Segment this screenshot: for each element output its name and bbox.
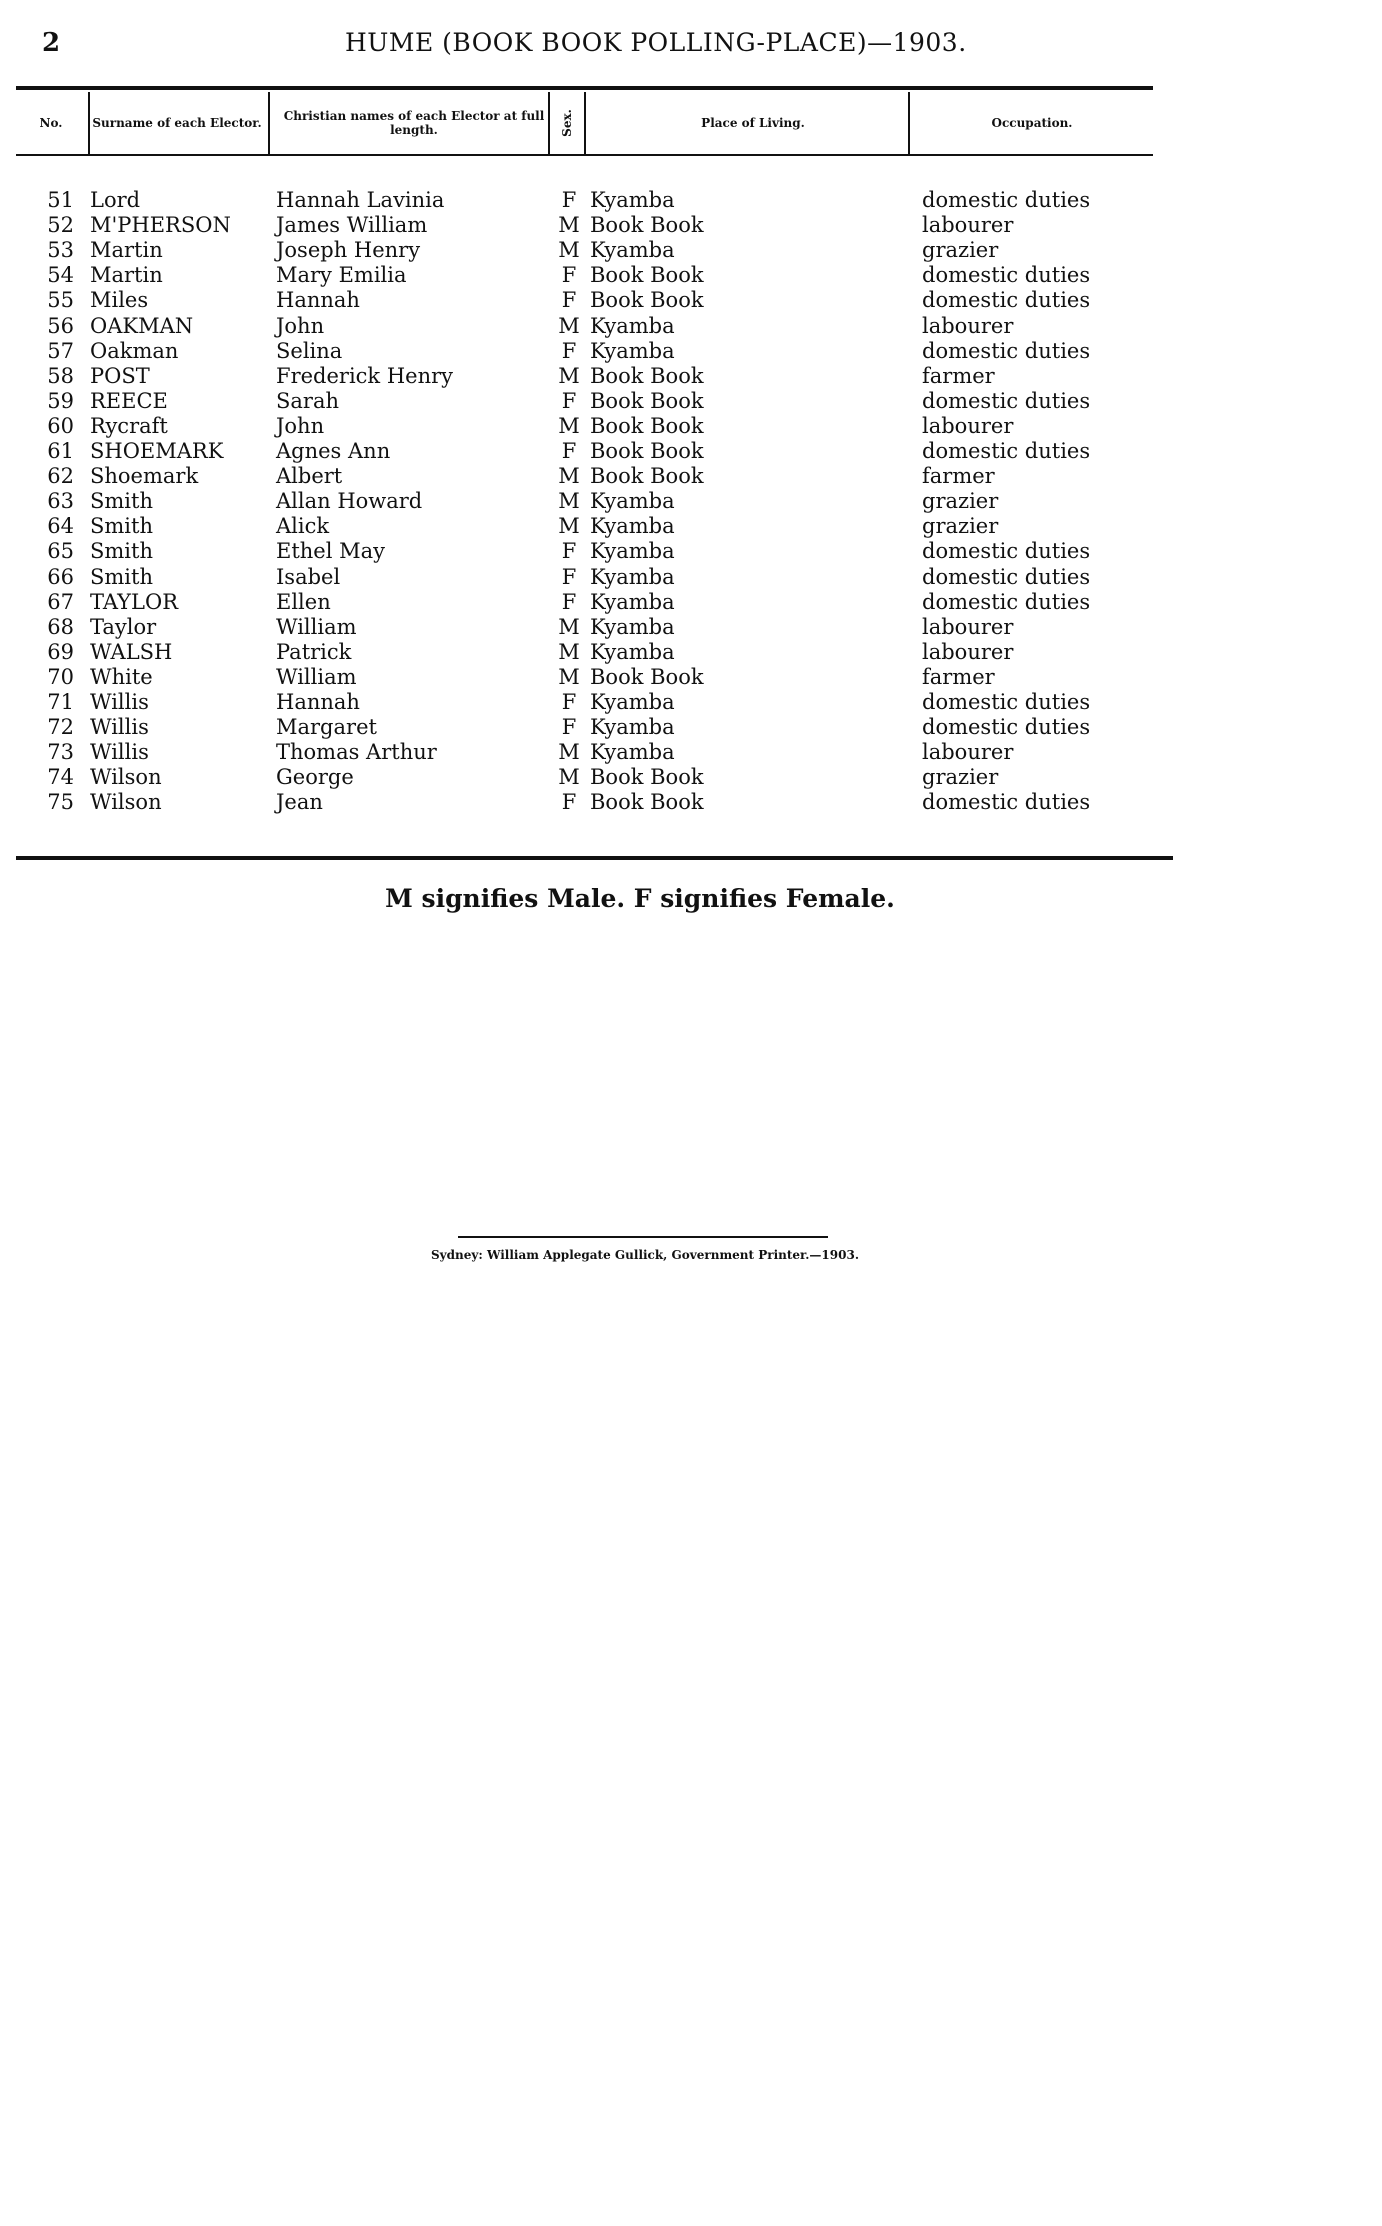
elector-occupation: labourer: [922, 740, 1014, 765]
header-divider: [548, 92, 550, 154]
elector-place-of-living: Book Book: [590, 439, 704, 463]
elector-place-of-living: Book Book: [590, 288, 704, 313]
elector-place-of-living: Kyamba: [590, 614, 675, 639]
elector-occupation: domestic duties: [922, 539, 1091, 564]
elector-place-of-living: Book Book: [590, 413, 704, 438]
elector-christian-names: Patrick: [276, 639, 352, 664]
table-row: [0, 539, 1382, 564]
elector-sex: F: [561, 338, 577, 363]
elector-surname: Smith: [90, 539, 153, 564]
table-row: [0, 514, 1382, 539]
elector-christian-names: William: [276, 664, 357, 689]
table-row: [0, 314, 1382, 339]
elector-sex: F: [561, 263, 577, 288]
elector-sex: M: [558, 213, 580, 238]
header-place: Place of Living.: [701, 116, 805, 130]
table-row: [0, 715, 1382, 740]
elector-christian-names: Hannah Lavinia: [276, 188, 445, 212]
elector-sex: M: [558, 313, 580, 338]
elector-sex: M: [558, 639, 580, 664]
elector-surname: Smith: [90, 564, 153, 589]
elector-occupation: domestic duties: [922, 388, 1091, 413]
table-row: [0, 464, 1382, 489]
elector-surname: Smith: [90, 514, 153, 539]
elector-place-of-living: Kyamba: [590, 740, 675, 765]
elector-surname: POST: [90, 363, 150, 388]
elector-surname: OAKMAN: [90, 313, 194, 338]
elector-surname: Martin: [90, 238, 163, 263]
elector-occupation: farmer: [922, 363, 995, 388]
printer-imprint: Sydney: William Applegate Gullick, Government Printer.—1903.: [430, 1248, 859, 1262]
elector-surname: Miles: [90, 288, 149, 313]
elector-number: 63: [47, 489, 74, 514]
table-row: [0, 389, 1382, 414]
elector-number: 61: [47, 439, 74, 463]
elector-sex: F: [561, 288, 577, 313]
page-number: 2: [42, 28, 61, 58]
elector-sex: M: [558, 664, 580, 689]
elector-number: 52: [47, 213, 74, 238]
elector-surname: Oakman: [90, 338, 179, 363]
table-row: [0, 288, 1382, 313]
elector-christian-names: Sarah: [276, 388, 339, 413]
table-row: [0, 565, 1382, 590]
elector-christian-names: Ethel May: [276, 539, 385, 564]
elector-sex: M: [558, 514, 580, 539]
elector-sex: F: [561, 589, 577, 614]
elector-occupation: grazier: [922, 514, 999, 539]
elector-surname: Shoemark: [90, 464, 199, 489]
elector-occupation: domestic duties: [922, 690, 1091, 714]
header-top-rule: [16, 86, 1153, 90]
elector-christian-names: James William: [276, 213, 428, 238]
elector-place-of-living: Book Book: [590, 664, 704, 689]
elector-number: 56: [47, 313, 74, 338]
elector-place-of-living: Book Book: [590, 765, 704, 790]
elector-surname: SHOEMARK: [90, 439, 224, 463]
elector-place-of-living: Kyamba: [590, 238, 675, 263]
elector-sex: M: [558, 464, 580, 489]
elector-occupation: grazier: [922, 238, 999, 263]
table-row: [0, 765, 1382, 790]
elector-place-of-living: Kyamba: [590, 690, 675, 714]
table-row: [0, 615, 1382, 640]
elector-place-of-living: Kyamba: [590, 514, 675, 539]
elector-number: 75: [47, 790, 74, 815]
elector-sex: F: [561, 715, 577, 740]
elector-occupation: labourer: [922, 639, 1014, 664]
elector-sex: M: [558, 413, 580, 438]
table-row: [0, 590, 1382, 615]
table-row: [0, 740, 1382, 765]
header-surname: Surname of each Elector.: [92, 116, 262, 130]
elector-number: 71: [47, 690, 74, 714]
elector-christian-names: Isabel: [276, 564, 341, 589]
elector-occupation: labourer: [922, 413, 1014, 438]
elector-number: 51: [47, 188, 74, 212]
header-bottom-rule: [16, 154, 1153, 156]
elector-sex: M: [558, 489, 580, 514]
elector-number: 69: [47, 639, 74, 664]
header-divider: [88, 92, 90, 154]
elector-number: 64: [47, 514, 74, 539]
elector-sex: M: [558, 238, 580, 263]
elector-occupation: grazier: [922, 489, 999, 514]
table-row: [0, 213, 1382, 238]
elector-occupation: grazier: [922, 765, 999, 790]
elector-occupation: domestic duties: [922, 439, 1091, 463]
elector-christian-names: Frederick Henry: [276, 363, 453, 388]
imprint-rule: [458, 1236, 828, 1238]
header-divider: [584, 92, 586, 154]
elector-christian-names: Selina: [276, 338, 343, 363]
elector-occupation: farmer: [922, 664, 995, 689]
elector-place-of-living: Book Book: [590, 464, 704, 489]
elector-number: 54: [47, 263, 74, 288]
elector-sex: M: [558, 740, 580, 765]
elector-number: 62: [47, 464, 74, 489]
elector-number: 53: [47, 238, 74, 263]
table-row: [0, 188, 1382, 213]
table-row: [0, 414, 1382, 439]
elector-surname: Martin: [90, 263, 163, 288]
elector-occupation: labourer: [922, 614, 1014, 639]
elector-christian-names: Albert: [276, 464, 343, 489]
elector-christian-names: Mary Emilia: [276, 263, 407, 288]
elector-surname: Willis: [90, 715, 149, 740]
elector-surname: Wilson: [90, 765, 162, 790]
elector-christian-names: Hannah: [276, 690, 360, 714]
elector-occupation: domestic duties: [922, 564, 1091, 589]
elector-number: 66: [47, 564, 74, 589]
elector-christian-names: John: [276, 313, 325, 338]
table-bottom-rule: [16, 856, 1173, 860]
elector-sex: F: [561, 690, 577, 714]
elector-christian-names: Margaret: [276, 715, 377, 740]
elector-place-of-living: Kyamba: [590, 313, 675, 338]
elector-place-of-living: Kyamba: [590, 715, 675, 740]
elector-sex: M: [558, 363, 580, 388]
elector-surname: White: [90, 664, 153, 689]
elector-surname: Wilson: [90, 790, 162, 815]
elector-christian-names: Jean: [276, 790, 323, 815]
elector-surname: TAYLOR: [90, 589, 179, 614]
elector-number: 73: [47, 740, 74, 765]
table-row: [0, 364, 1382, 389]
elector-occupation: domestic duties: [922, 589, 1091, 614]
elector-surname: Rycraft: [90, 413, 168, 438]
elector-place-of-living: Book Book: [590, 263, 704, 288]
elector-place-of-living: Kyamba: [590, 639, 675, 664]
elector-sex: F: [561, 564, 577, 589]
elector-christian-names: Alick: [276, 514, 330, 539]
elector-place-of-living: Kyamba: [590, 539, 675, 564]
elector-place-of-living: Book Book: [590, 388, 704, 413]
elector-number: 68: [47, 614, 74, 639]
elector-occupation: labourer: [922, 213, 1014, 238]
header-divider: [908, 92, 910, 154]
elector-surname: Willis: [90, 740, 149, 765]
elector-occupation: domestic duties: [922, 263, 1091, 288]
elector-number: 55: [47, 288, 74, 313]
elector-number: 57: [47, 338, 74, 363]
elector-occupation: domestic duties: [922, 288, 1091, 313]
elector-christian-names: Allan Howard: [276, 489, 423, 514]
elector-occupation: domestic duties: [922, 188, 1091, 212]
elector-place-of-living: Kyamba: [590, 188, 675, 212]
elector-occupation: labourer: [922, 313, 1014, 338]
elector-place-of-living: Kyamba: [590, 338, 675, 363]
elector-place-of-living: Book Book: [590, 790, 704, 815]
elector-surname: Willis: [90, 690, 149, 714]
table-row: [0, 339, 1382, 364]
elector-christian-names: George: [276, 765, 354, 790]
elector-christian-names: John: [276, 413, 325, 438]
elector-occupation: domestic duties: [922, 790, 1091, 815]
table-header: [16, 92, 1153, 154]
elector-christian-names: Agnes Ann: [276, 439, 391, 463]
sex-legend: M signifies Male. F signifies Female.: [385, 884, 895, 913]
elector-sex: F: [561, 790, 577, 815]
elector-surname: M'PHERSON: [90, 213, 231, 238]
page-title: HUME (BOOK BOOK POLLING-PLACE)—1903.: [345, 28, 967, 57]
elector-place-of-living: Kyamba: [590, 589, 675, 614]
elector-number: 65: [47, 539, 74, 564]
table-row: [0, 690, 1382, 715]
header-no: No.: [39, 116, 63, 130]
header-divider: [268, 92, 270, 154]
elector-number: 70: [47, 664, 74, 689]
elector-place-of-living: Book Book: [590, 213, 704, 238]
elector-number: 59: [47, 388, 74, 413]
table-row: [0, 489, 1382, 514]
elector-surname: Smith: [90, 489, 153, 514]
elector-christian-names: Hannah: [276, 288, 360, 313]
elector-place-of-living: Book Book: [590, 363, 704, 388]
elector-number: 67: [47, 589, 74, 614]
table-row: [0, 640, 1382, 665]
elector-christian-names: William: [276, 614, 357, 639]
elector-christian-names: Joseph Henry: [276, 238, 421, 263]
elector-christian-names: Thomas Arthur: [276, 740, 437, 765]
header-sex-label: Sex.: [559, 109, 574, 137]
table-row: [0, 790, 1382, 815]
elector-sex: F: [561, 388, 577, 413]
elector-surname: WALSH: [90, 639, 173, 664]
table-row: [0, 665, 1382, 690]
elector-sex: M: [558, 614, 580, 639]
elector-christian-names: Ellen: [276, 589, 331, 614]
table-row: [0, 263, 1382, 288]
elector-occupation: domestic duties: [922, 338, 1091, 363]
header-christian-names: Christian names of each Elector at full length.: [283, 109, 545, 137]
elector-number: 74: [47, 765, 74, 790]
elector-number: 60: [47, 413, 74, 438]
elector-sex: F: [561, 539, 577, 564]
table-row: [0, 439, 1382, 464]
header-sex: [552, 92, 582, 154]
elector-number: 72: [47, 715, 74, 740]
elector-occupation: farmer: [922, 464, 995, 489]
elector-surname: Taylor: [90, 614, 157, 639]
header-occupation: Occupation.: [991, 116, 1073, 130]
table-row: [0, 238, 1382, 263]
elector-sex: M: [558, 765, 580, 790]
elector-number: 58: [47, 363, 74, 388]
elector-sex: F: [561, 439, 577, 463]
elector-place-of-living: Kyamba: [590, 489, 675, 514]
elector-surname: Lord: [90, 188, 141, 212]
elector-sex: F: [561, 188, 577, 212]
elector-place-of-living: Kyamba: [590, 564, 675, 589]
elector-surname: REECE: [90, 388, 168, 413]
elector-occupation: domestic duties: [922, 715, 1091, 740]
